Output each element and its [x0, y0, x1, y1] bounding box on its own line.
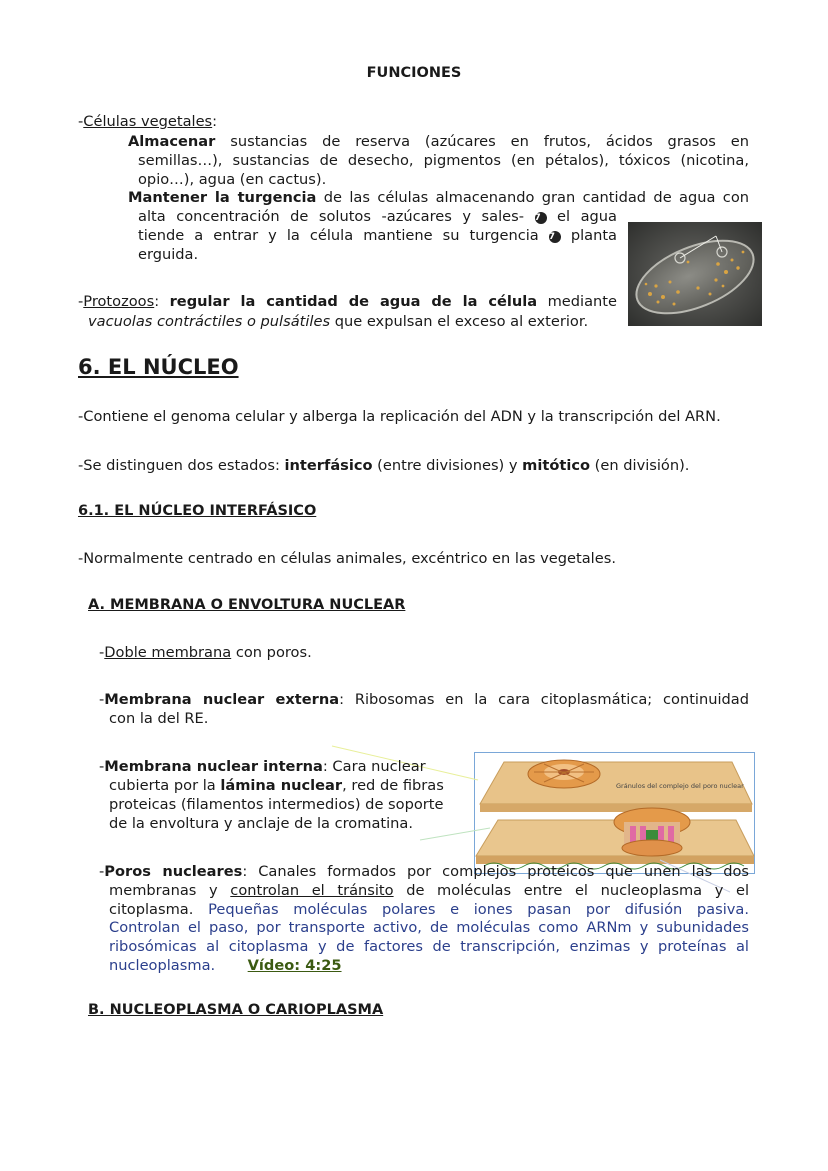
- vegetales-heading: -Células vegetales:: [78, 113, 218, 130]
- section-heading-nucleoplasma: B. NUCLEOPLASMA O CARIOPLASMA: [88, 1002, 384, 1018]
- poros-line-3: citoplasma. Pequeñas moléculas polares e iones pasan por difusión pasiva.: [109, 901, 750, 918]
- section-heading-interfasico: 6.1. EL NÚCLEO INTERFÁSICO: [78, 503, 317, 519]
- interna-line-1: -Membrana nuclear interna: Cara nuclear: [99, 758, 426, 775]
- poros-line-5: ribosómicas al citoplasma y de factores de transcripción, enzimas y proteínas al: [109, 938, 749, 955]
- figure-label: Gránulos del complejo del poro nuclear: [616, 782, 744, 790]
- poros-line-2: membranas y controlan el tránsito de moléculas entre el nucleoplasma y el: [109, 882, 750, 899]
- turgencia-line-2: alta concentración de solutos -azúcares y sales- 7 el agua: [138, 208, 617, 225]
- externa-line-2: con la del RE.: [109, 710, 209, 727]
- section-heading-membrana: A. MEMBRANA O ENVOLTURA NUCLEAR: [88, 597, 406, 613]
- section-heading-nucleo: 6. EL NÚCLEO: [78, 355, 239, 379]
- poros-line-4: Controlan el paso, por transporte activo, de moléculas como ARNm y subunidades: [109, 919, 749, 936]
- nucleo-paragraph-2: -Se distinguen dos estados: interfásico (entre divisiones) y mitótico (en división).: [78, 457, 690, 474]
- interna-line-2: cubierta por la lámina nuclear, red de fibras: [109, 777, 444, 794]
- interfasico-paragraph: -Normalmente centrado en células animales, excéntrico en las vegetales.: [78, 550, 616, 567]
- arrow-bullet-icon: 7: [549, 231, 561, 243]
- video-link[interactable]: Vídeo: 4:25: [247, 957, 342, 974]
- almacenar-line-3: opio…), agua (en cactus).: [138, 171, 327, 188]
- nucleo-paragraph-1: -Contiene el genoma celular y alberga la replicación del ADN y la transcripción del ARN.: [78, 408, 721, 425]
- interna-line-3: proteicas (filamentos intermedios) de soporte: [109, 796, 444, 813]
- protozoos-line-2: vacuolas contráctiles o pulsátiles que expulsan el exceso al exterior.: [88, 313, 589, 330]
- poros-line-1: -Poros nucleares: Canales formados por complejos proteicos que unen las dos: [99, 863, 750, 880]
- turgencia-line-3: tiende a entrar y la célula mantiene su turgencia 7 planta: [138, 227, 617, 244]
- doble-membrana-line: -Doble membrana con poros.: [99, 644, 312, 661]
- vegetales-label: Células vegetales: [83, 113, 213, 130]
- turgencia-line-4: erguida.: [138, 246, 199, 263]
- arrow-bullet-icon: 7: [535, 212, 547, 224]
- almacenar-line-2: semillas…), sustancias de desecho, pigmentos (en pétalos), tóxicos (nicotina,: [138, 152, 749, 169]
- poros-line-6: nucleoplasma. Vídeo: 4:25: [109, 957, 342, 974]
- protozoo-micrograph: [628, 222, 762, 326]
- interna-line-4: de la envoltura y anclaje de la cromatina.: [109, 815, 413, 832]
- turgencia-line-1: Mantener la turgencia de las células almacenando gran cantidad de agua con: [128, 189, 749, 206]
- externa-line-1: -Membrana nuclear externa: Ribosomas en la cara citoplasmática; continuidad: [99, 691, 750, 708]
- protozoos-line-1: -Protozoos: regular la cantidad de agua de la célula mediante: [78, 293, 617, 310]
- page-title: FUNCIONES: [366, 65, 462, 81]
- almacenar-line-1: Almacenar sustancias de reserva (azúcares en frutos, ácidos grasos en: [128, 133, 750, 150]
